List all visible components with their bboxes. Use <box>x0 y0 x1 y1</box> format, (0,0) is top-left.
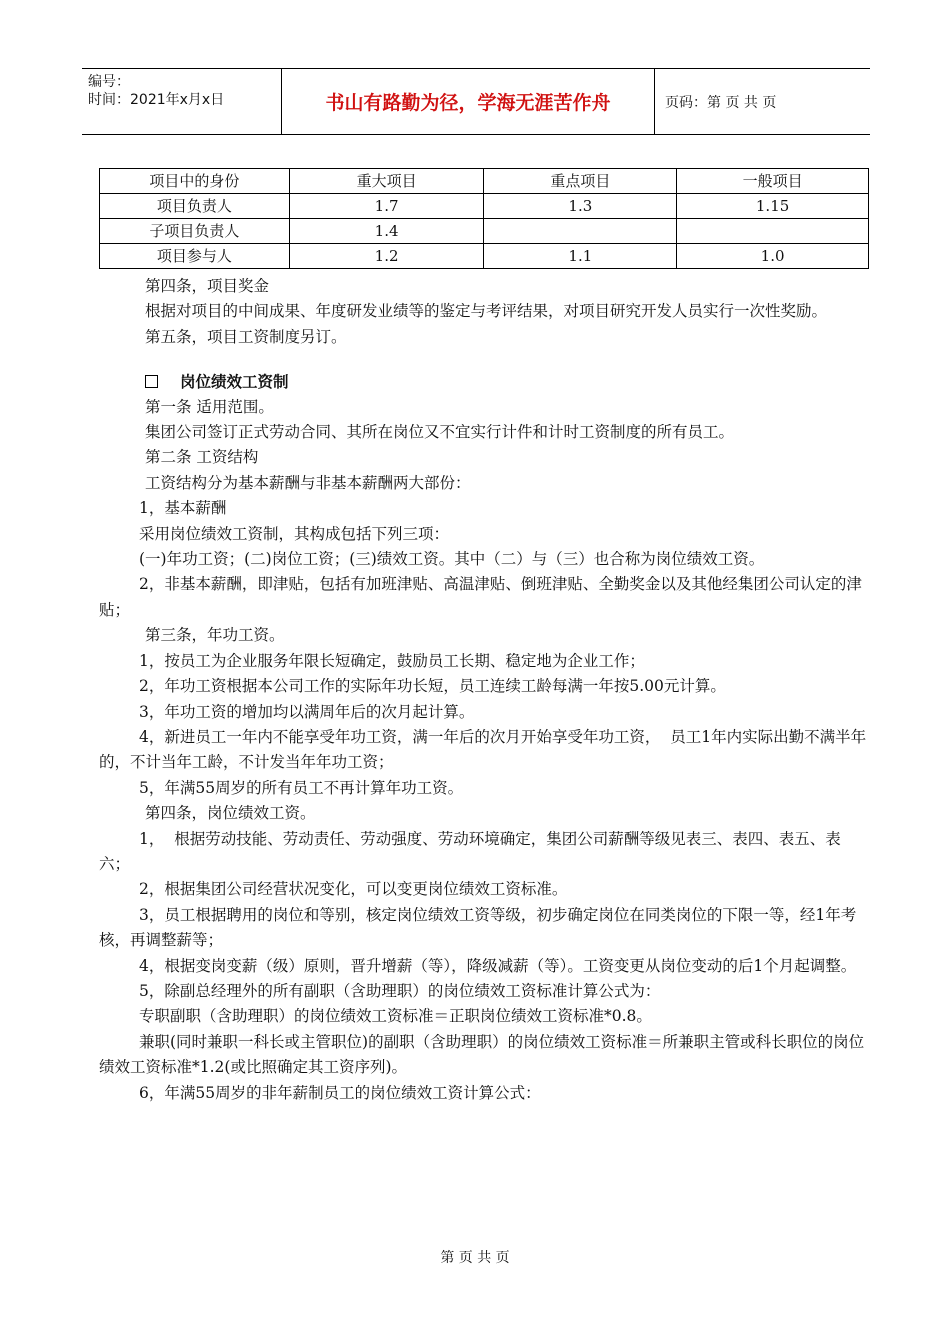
paragraph: 专职副职（含助理职）的岗位绩效工资标准＝正职岗位绩效工资标准*0.8。 <box>139 1007 652 1026</box>
paragraph: 1，基本薪酬 <box>139 499 227 518</box>
paragraph: 1， 根据劳动技能、劳动责任、劳动强度、劳动环境确定，集团公司薪酬等级见表三、表四、表五、表六； <box>99 829 841 873</box>
table-cell <box>484 219 677 244</box>
paragraph: 2，非基本薪酬，即津贴，包括有加班津贴、高温津贴、倒班津贴、全勤奖金以及其他经集团公司认定的津贴； <box>99 575 862 619</box>
paragraph: 第四条，岗位绩效工资。 <box>145 804 316 823</box>
paragraph: (一)年功工资；(二)岗位工资；(三)绩效工资。其中（二）与（三）也合称为岗位绩效工资。 <box>139 550 765 569</box>
paragraph: 1，按员工为企业服务年限长短确定，鼓励员工长期、稳定地为企业工作； <box>139 651 645 670</box>
table-cell: 1.7 <box>289 194 484 219</box>
paragraph: 6，年满55周岁的非年薪制员工的岗位绩效工资计算公式： <box>139 1083 541 1102</box>
table-row <box>100 244 869 269</box>
header-page-label: 页码：第 页 共 页 <box>665 94 777 111</box>
number-label: 编号： <box>88 74 130 90</box>
paragraph: 3，年功工资的增加均以满周年后的次月起计算。 <box>139 702 475 721</box>
paragraph: 集团公司签订正式劳动合同、其所在岗位又不宜实行计件和计时工资制度的所有员工。 <box>145 423 735 442</box>
table-cell: 1.3 <box>484 194 677 219</box>
paragraph: 2，年功工资根据本公司工作的实际年功长短，员工连续工龄每满一年按5.00元计算。 <box>139 677 726 696</box>
paragraph: 兼职(同时兼职一科长或主管职位)的副职（含助理职）的岗位绩效工资标准＝所兼职主管或科长职位的岗位绩效工资标准*1.2(或比照确定其工资序列)。 <box>99 1032 865 1077</box>
document-body <box>99 274 869 1106</box>
paragraph: 第五条，项目工资制度另订。 <box>145 327 347 346</box>
table-cell: 子项目负责人 <box>100 219 290 244</box>
checkbox-square-icon <box>145 375 158 388</box>
table-cell: 1.0 <box>677 244 869 269</box>
table-header-cell: 一般项目 <box>677 169 869 194</box>
paragraph: 第二条 工资结构 <box>145 448 259 467</box>
date-label: 时间：2021年x月x日 <box>88 92 225 108</box>
table-header-row <box>100 169 869 194</box>
paragraph: 第四条，项目奖金 <box>145 277 270 295</box>
paragraph: 第三条，年功工资。 <box>145 626 285 645</box>
page-footer: 第 页 共 页 <box>440 1250 510 1266</box>
section-title: 岗位绩效工资制 <box>180 372 289 392</box>
table-cell: 1.4 <box>289 219 484 244</box>
paragraph: 第一条 适用范围。 <box>145 397 274 416</box>
table-cell: 1.1 <box>484 244 677 269</box>
header-slogan: 书山有路勤为径，学海无涯苦作舟 <box>282 69 655 134</box>
table-cell: 项目参与人 <box>100 244 290 269</box>
table-cell: 1.15 <box>677 194 869 219</box>
paragraph: 采用岗位绩效工资制，其构成包括下列三项： <box>139 524 450 543</box>
table-row <box>100 194 869 219</box>
table-header-cell: 重大项目 <box>289 169 484 194</box>
paragraph: 工资结构分为基本薪酬与非基本薪酬两大部份： <box>145 473 471 492</box>
paragraph: 根据对项目的中间成果、年度研发业绩等的鉴定与考评结果，对项目研究开发人员实行一次性奖励。 <box>145 302 828 321</box>
paragraph: 5，年满55周岁的所有员工不再计算年功工资。 <box>139 778 464 797</box>
paragraph: 4，根据变岗变薪（级）原则，晋升增薪（等），降级减薪（等）。工资变更从岗位变动的后1个月起调整。 <box>139 956 857 975</box>
table-header-cell: 项目中的身份 <box>100 169 290 194</box>
coefficient-table <box>99 168 869 269</box>
header-meta <box>82 69 282 134</box>
paragraph: 5，除副总经理外的所有副职（含助理职）的岗位绩效工资标准计算公式为： <box>139 981 661 1000</box>
paragraph: 4，新进员工一年内不能享受年功工资，满一年后的次月开始享受年功工资， 员工1年内实际出勤不满半年的，不计当年工龄，不计发当年年功工资； <box>99 727 867 772</box>
section-heading <box>99 369 869 394</box>
table-cell <box>677 219 869 244</box>
paragraph: 2，根据集团公司经营状况变化，可以变更岗位绩效工资标准。 <box>139 880 568 899</box>
table-row <box>100 219 869 244</box>
table-cell: 1.2 <box>289 244 484 269</box>
table-header-cell: 重点项目 <box>484 169 677 194</box>
page-header <box>82 68 870 135</box>
table-cell: 项目负责人 <box>100 194 290 219</box>
paragraph: 3，员工根据聘用的岗位和等别，核定岗位绩效工资等级，初步确定岗位在同类岗位的下限一等，经1年考核，再调整薪等； <box>99 905 857 950</box>
